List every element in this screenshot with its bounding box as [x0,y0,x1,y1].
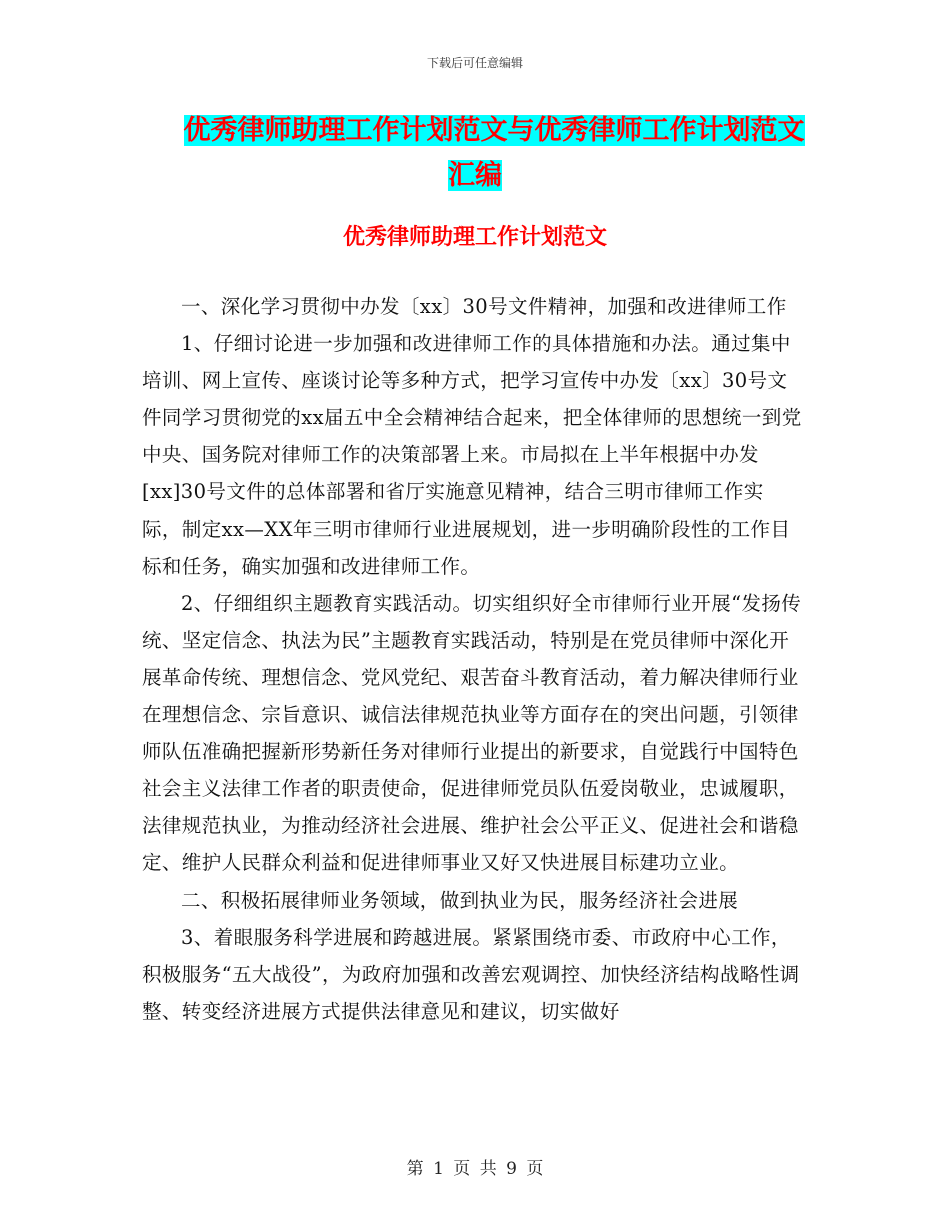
paragraph: 1、仔细讨论进一步加强和改进律师工作的具体措施和办法。通过集中培训、网上宣传、座谈讨论等多种方式，把学习宣传中办发〔xx〕30号文件同学习贯彻党的xx届五中全会精神结合起来，把全体律师的思想统一到党中央、国务院对律师工作的决策部署上来。市局拟在上半年根据中办发[xx]30号文件的总体部署和省厅实施意见精神，结合三明市律师工作实际，制定xx—XX年三明市律师行业进展规划，进一步明确阶段性的工作目标和任务，确实加强和改进律师工作。 [142,332,802,578]
document-body [142,288,802,1030]
paragraph: 3、着眼服务科学进展和跨越进展。紧紧围绕市委、市政府中心工作，积极服务“五大战役”，为政府加强和改善宏观调控、加快经济结构战略性调整、转变经济进展方式提供法律意见和建议，切实做好 [142,925,800,1023]
title-line-1: 优秀律师助理工作计划范文与优秀律师工作计划范文 [183,115,805,146]
paragraph-heading-1: 一、深化学习贯彻中办发〔xx〕30号文件精神，加强和改进律师工作 [181,295,787,318]
page-footer: 第 1 页 共 9 页 [406,1159,544,1179]
title-line-2: 汇编 [448,160,502,191]
header-note: 下载后可任意编辑 [426,56,523,70]
section-title: 优秀律师助理工作计划范文 [342,225,607,250]
paragraph: 2、仔细组织主题教育实践活动。切实组织好全市律师行业开展“发扬传统、坚定信念、执法为民”主题教育实践活动，特别是在党员律师中深化开展革命传统、理想信念、党风党纪、艰苦奋斗教育活动，着力解决律师行业在理想信念、宗旨意识、诚信法律规范执业等方面存在的突出问题，引领律师队伍准确把握新形势新任务对律师行业提出的新要求，自觉践行中国特色社会主义法律工作者的职责使命，促进律师党员队伍爱岗敬业，忠诚履职，法律规范执业，为推动经济社会进展、维护社会公平正义、促进社会和谐稳定、维护人民群众利益和促进律师事业又好又快进展目标建功立业。 [142,591,802,875]
paragraph-heading-2: 二、积极拓展律师业务领域，做到执业为民，服务经济社会进展 [181,888,739,912]
document-title [0,108,950,198]
